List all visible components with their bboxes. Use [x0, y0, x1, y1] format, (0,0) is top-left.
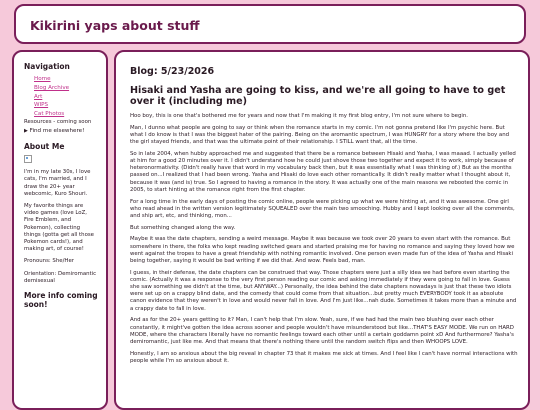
- post-paragraph: Man, I dunno what people are going to say or think when the romance starts in my comic. I'm not gonna pretend like I'm psychic here. But what I do know is that I was the biggest hater of the pairing. Being on the aromantic spectrum, I was HUNGRY for a story where the boy and the girl stayed friends, and that was the ultimate point of their relationship. I STILL want that, all the time.: [130, 124, 510, 146]
- post-paragraph: Maybe it was the date chapters, sending a weird message. Maybe it was because we took over 20 years to even start with the romance. But somewhere in there, the folks who kept reading switched gears and started praising me for having no romance and saying they loved how we went against the tropes to have a great friendship with nothing romantic involved. One person even made fun of the idea of Yasha and Hisaki being together, saying it would be bad writing if we did that. And wow. Feels bad, man.: [130, 236, 515, 264]
- about-favorites: My favorite things are video games (love LoZ, Fire Emblem, and Pokemon), collecting things (gotta get all those Pokemon cards!), and making art, of course!: [24, 203, 94, 253]
- resources-coming-soon: Resources - coming soon: [24, 118, 92, 125]
- nav-item-wips: [34, 101, 98, 110]
- site-header: [14, 4, 526, 44]
- broken-image-icon: [24, 155, 32, 163]
- post-paragraph: So in late 2004, when hubby approached me and suggested that there be a romance between Hisaki and Yasha, I was maaad. I actually yelled at him for a good 20 minutes over it. I didn't understand how he could just shove those two together and expect it to work, simply because of heteronormativity. (Didn't really have that word in my vocabulary back then, but it was essentially what I was thinking of.) But as the months passed on...I realized that I had been wrong. Yasha and Hisaki do love each other romantically. It didn't really matter what I thought about it, because it was (and is) true. So I agreed to having a romance in the story. It was actually one of the main reasons we rebooted the comic in 2005, to start hinting at the romance right from the first chapter.: [130, 150, 516, 193]
- post-paragraph: But something changed along the way.: [130, 224, 236, 231]
- blog-date-title: Blog: 5/23/2026: [130, 66, 215, 77]
- nav-item-cat-photos: [34, 110, 98, 119]
- post-title: Hisaki and Yasha are going to kiss, and we're all going to have to get over it (including me): [130, 85, 506, 107]
- nav-link-cat-photos[interactable]: Cat Photos: [34, 111, 65, 118]
- about-pronouns: Pronouns: She/Her: [24, 258, 74, 265]
- about-orientation: Orientation: Demiromantic demisexual: [24, 270, 97, 284]
- nav-link-home[interactable]: Home: [34, 76, 51, 82]
- site-title[interactable]: Kikirini yaps about stuff: [30, 18, 200, 33]
- find-elsewhere-label: Find me elsewhere!: [29, 128, 85, 135]
- about-heading: About Me: [24, 142, 65, 152]
- more-info-heading: More info coming soon!: [24, 291, 98, 310]
- nav-link-blog-archive[interactable]: Blog Archive: [34, 84, 70, 91]
- post-paragraph: Hoo boy, this is one that's bothered me for years and now that I'm making it my first blog entry, I'm not sure where to begin.: [130, 113, 469, 119]
- main-content: [114, 50, 530, 410]
- post-paragraph: Honestly, I am so anxious about the big reveal in chapter 73 that it makes me sick at times. And I feel like I can't have normal interactions with people while I'm so anxious about it.: [130, 350, 518, 364]
- post-body: [130, 113, 518, 365]
- triangle-right-icon: ▶: [24, 128, 28, 135]
- nav-list: [24, 75, 98, 119]
- about-bio: I'm in my late 30s, I love cats, I'm married, and I draw the 20+ year webcomic, Kuro Shouri.: [24, 169, 91, 197]
- post-paragraph: For a long time in the early days of posting the comic online, people were picking up what we were hinting at, and it was awesome. One girl who read ahead in the written version legitimately SQUEALED over the main two smooching. Hubby and I kept looking over all the comments, and ship art, etc, and thinking, mon...: [130, 198, 515, 219]
- post-paragraph: I guess, in their defense, the date chapters can be construed that way. Those chapters were just a silly idea we had before even starting the comic. (Actually it was a response to the very first person reading our comic and asking immediately if they were going to fall in love. Guess she saw something we didn't at the time, but ANYWAY...) Personally, the idea behind the date chapters nowadays is just that these two idiots were set up on a crappy blind date, and the comedy that could come from that situation...but pretty much EVERYBODY took it as absolute canon evidence that they weren't in love and would never fall in love. And I'm just like...nah dude. Sometimes it takes more than a minute and a crappy date to fall in love.: [130, 269, 517, 312]
- sidebar: [12, 50, 108, 410]
- nav-item-blog-archive: [34, 84, 98, 93]
- nav-link-art[interactable]: Art: [34, 93, 43, 100]
- nav-link-wips[interactable]: WIPS: [34, 102, 49, 109]
- nav-item-home: [34, 75, 98, 84]
- nav-heading: Navigation: [24, 62, 70, 71]
- nav-item-art: [34, 93, 98, 102]
- post-paragraph: And as for the 20+ years getting to it? Man, I can't help that I'm slow. Yeah, sure, if we had had the main two blushing over each other constantly, it might've gotten the idea across sooner and people wouldn't have misunderstood but like...THAT'S EASY MODE. We run on HARD MODE, where the characters literally have no romantic feelings toward each other until a certain goddamn point xD And furthermore? Yasha's demiromantic, just like me. And that means that there's nothing there until the random switch flips and then WHOOPS LOVE.: [130, 317, 514, 345]
